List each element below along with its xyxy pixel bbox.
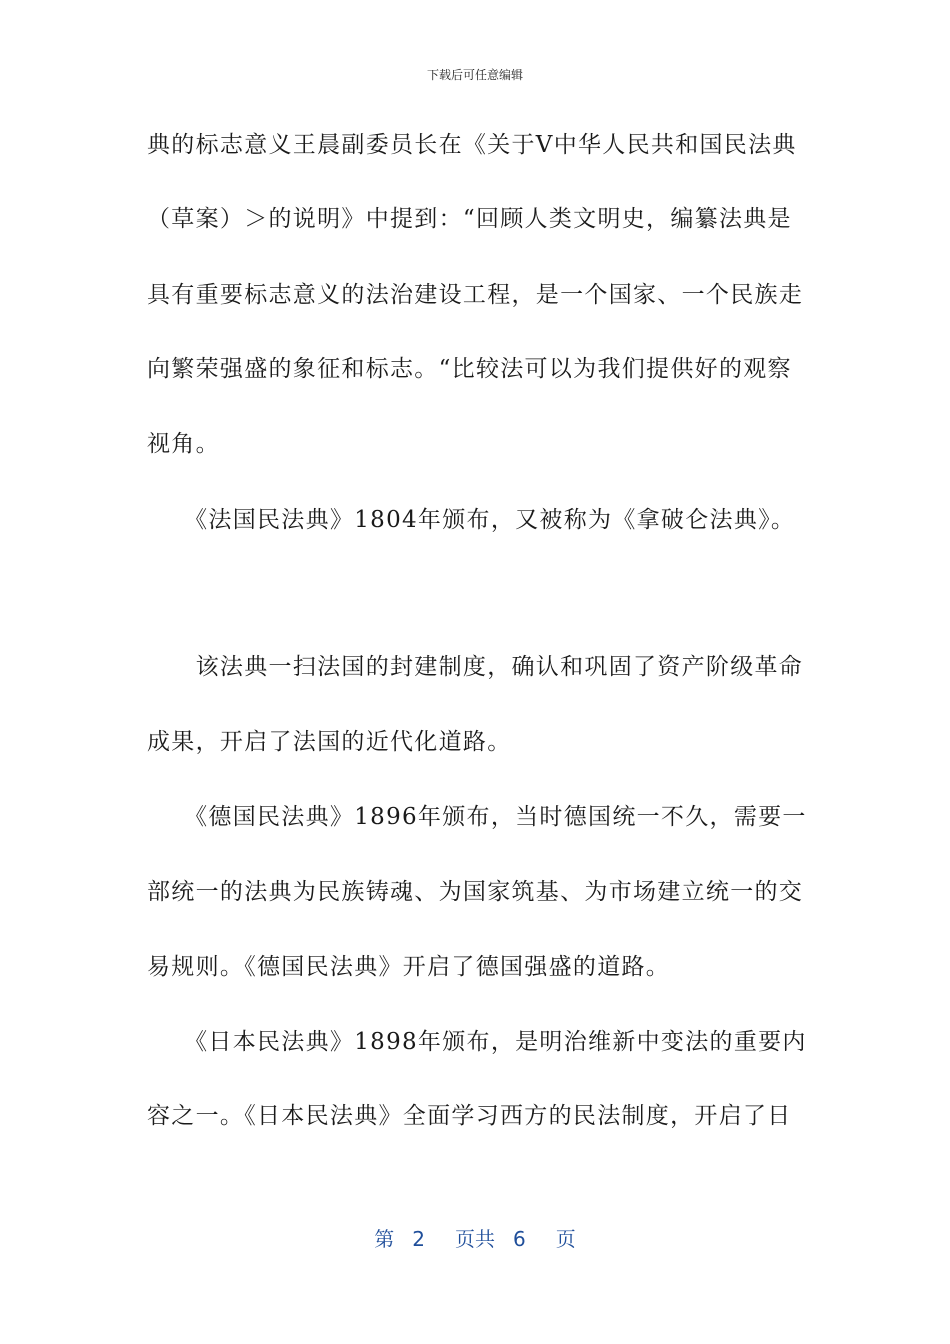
body-line-1: 典的标志意义王晨副委员长在《关于Ⅴ中华人民共和国民法典 — [147, 132, 797, 158]
body-line-7: 该法典一扫法国的封建制度，确认和巩固了资产阶级革命 — [147, 654, 804, 680]
body-line-4: 向繁荣强盛的象征和标志。“比较法可以为我们提供好的观察 — [147, 356, 792, 382]
body-line-10: 部统一的法典为民族铸魂、为国家筑基、为市场建立统一的交 — [147, 879, 804, 905]
body-line-11: 易规则。《德国民法典》开启了德国强盛的道路。 — [147, 954, 671, 980]
body-line-8: 成果，开启了法国的近代化道路。 — [147, 729, 512, 755]
body-line-2: （草案）＞的说明》中提到：“回顾人类文明史，编纂法典是 — [147, 206, 792, 232]
body-line-13: 容之一。《日本民法典》全面学习西方的民法制度，开启了日 — [147, 1103, 792, 1129]
footer-page-current: 2 — [412, 1227, 425, 1251]
body-line-3: 具有重要标志意义的法治建设工程，是一个国家、一个民族走 — [147, 282, 804, 308]
body-line-6: 《法国民法典》1804年颁布，又被称为《拿破仑法典》。 — [147, 507, 796, 533]
footer-page-total: 6 — [513, 1227, 526, 1251]
page-header-note: 下载后可任意编辑 — [426, 68, 523, 82]
footer-page-middle: 页共 — [455, 1227, 495, 1251]
footer-page-suffix: 页 — [555, 1227, 576, 1251]
body-line-9: 《德国民法典》1896年颁布，当时德国统一不久，需要一 — [147, 804, 807, 830]
body-line-12: 《日本民法典》1898年颁布，是明治维新中变法的重要内 — [147, 1029, 807, 1055]
footer-page-prefix: 第 — [374, 1227, 395, 1251]
body-line-5: 视角。 — [147, 431, 220, 457]
page-footer — [0, 1225, 950, 1253]
